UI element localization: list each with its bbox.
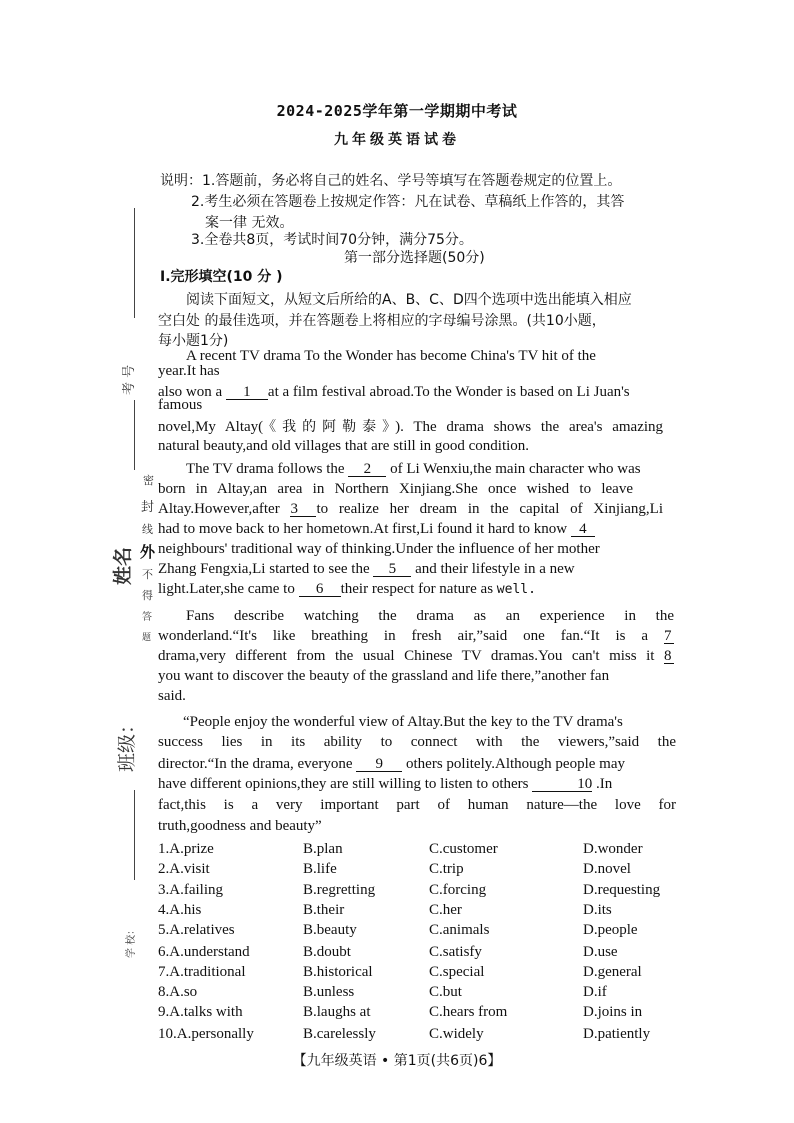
option-6-b: B.doubt [303,944,351,960]
direction-line-1: 阅读下面短文，从短文后所给的A、B、C、D四个选项中选出能填入相应 [186,292,632,308]
option-10-c: C.widely [429,1026,484,1042]
instruction-3: 3.全卷共8页，考试时间70分钟，满分75分。 [191,232,473,248]
blank-1: 1 [226,385,268,400]
option-5-c: C.animals [429,922,490,938]
p3-line-3: drama,very different from the usual Chinese TV dramas.You can't miss it 8 [158,648,674,665]
option-9-a: 9.A.talks with [158,1004,243,1020]
p4-line-2: success lies in its ability to connect with the viewers,”said the [158,734,676,750]
p3-line-4: you want to discover the beauty of the grassland and life there,”another fan [158,668,610,684]
option-2-d: D.novel [583,861,631,877]
instruction-2: 2.考生必须在答题卷上按规定作答：凡在试卷、草稿纸上作答的，其答 [191,194,625,210]
blank-3: 3 [290,502,316,517]
option-4-d: D.its [583,902,612,918]
p4-line-5: fact,this is a very important part of human nature—the love for [158,797,676,813]
option-4-c: C.her [429,902,462,918]
option-10-d: D.patiently [583,1026,651,1042]
blank-9: 9 [356,757,402,772]
school-label: 学 校： [126,924,137,958]
blank-6: 6 [299,582,341,597]
instruction-1: 说明：1.答题前，务必将自己的姓名、学号等填写在答题卷规定的位置上。 [160,173,622,189]
seal-char: 外 [140,543,156,561]
p1-line-4: famous [158,397,203,413]
p2-line-4: had to move back to her hometown.At first,Li found it hard to know 4 [158,521,595,538]
option-7-d: D.general [583,964,642,980]
seal-char: 不 [142,568,153,581]
seal-char: 密 [143,474,154,487]
p2-line-2: born in Altay,an area in Northern Xinjiang.She once wished to leave [158,481,633,497]
blank-8: 8 [664,649,674,664]
direction-line-2: 空白处 的最佳选项，并在答题卷上将相应的字母编号涂黑。(共10小题， [158,313,606,329]
option-5-a: 5.A.relatives [158,922,235,938]
option-10-b: B.carelessly [303,1026,376,1042]
option-6-c: C.satisfy [429,944,482,960]
option-5-b: B.beauty [303,922,357,938]
blank-10: 10 [532,777,592,792]
option-6-d: D.use [583,944,618,960]
seal-char: 封 [141,500,155,515]
option-6-a: 6.A.understand [158,944,250,960]
p2-line-1: The TV drama follows the 2 of Li Wenxiu,the main character who was [186,461,641,477]
option-1-a: 1.A.prize [158,841,214,857]
option-10-a: 10.A.personally [158,1026,254,1042]
option-5-d: D.people [583,922,638,938]
p3-line-5: said. [158,688,186,704]
p1-line-3: also won a 1 at a film festival abroad.To the Wonder is based on Li Juan's [158,384,630,400]
option-8-a: 8.A.so [158,984,198,1000]
exam-title: 2024-2025学年第一学期期中考试 [276,102,518,120]
instruction-2b: 案一律 无效。 [205,215,294,231]
binding-line-top [134,208,135,318]
binding-line-mid [134,400,135,470]
p4-line-1: “People enjoy the wonderful view of Altay.But the key to the TV drama's [183,714,623,730]
p1-line-1: A recent TV drama To the Wonder has become China's TV hit of the [186,348,596,364]
option-4-b: B.their [303,902,345,918]
part-heading: 第一部分选择题(50分) [344,250,485,266]
option-9-c: C.hears from [429,1004,508,1020]
seal-char: 线 [142,523,153,536]
seal-char: 答 [142,612,152,623]
blank-7: 7 [664,629,674,644]
page-footer: 【九年级英语 • 第1页(共6页)6】 [292,1053,502,1069]
option-1-d: D.wonder [583,841,643,857]
option-9-b: B.laughs at [303,1004,371,1020]
option-3-c: C.forcing [429,882,487,898]
option-3-d: D.requesting [583,882,661,898]
section-title: I.完形填空(10 分 ) [160,269,283,285]
p3-line-2: wonderland.“It's like breathing in fresh air,”said one fan.“It is a 7 [158,628,674,645]
option-2-b: B.life [303,861,337,877]
blank-5: 5 [373,562,411,577]
binding-line-low [134,790,135,880]
option-2-a: 2.A.visit [158,861,210,877]
option-8-b: B.unless [303,984,355,1000]
class-label: 班级： [116,714,138,772]
p1-line-2: year.It has [158,363,220,379]
name-label: 姓名 [112,546,134,585]
option-1-b: B.plan [303,841,343,857]
option-9-d: D.joins in [583,1004,643,1020]
option-7-b: B.historical [303,964,373,980]
exam-subtitle: 九年级英语试卷 [334,132,460,148]
blank-4: 4 [571,522,595,537]
blank-2: 2 [348,462,386,477]
p3-line-1: Fans describe watching the drama as an experience in the [186,608,674,624]
p2-line-6: Zhang Fengxia,Li started to see the 5 and their lifestyle in a new [158,561,575,577]
p4-line-6: truth,goodness and beauty” [158,818,322,834]
p2-line-5: neighbours' traditional way of thinking.Under the influence of her mother [158,541,600,557]
option-1-c: C.customer [429,841,498,857]
p2-line-7: light.Later,she came to 6 their respect for nature as well. [158,581,536,597]
p1-line-5: novel,My Altay(《我的阿勒泰》). The drama shows the area's amazing [158,419,664,435]
option-7-c: C.special [429,964,485,980]
option-8-d: D.if [583,984,607,1000]
option-3-a: 3.A.failing [158,882,223,898]
option-4-a: 4.A.his [158,902,202,918]
option-7-a: 7.A.traditional [158,964,246,980]
p1-line-6: natural beauty,and old villages that are still in good condition. [158,438,530,454]
p2-line-3: Altay.However,after 3 to realize her dream in the capital of Xinjiang,Li [158,501,664,517]
p4-line-4: have different opinions,they are still willing to listen to others 10 .In [158,776,613,792]
option-2-c: C.trip [429,861,464,877]
direction-line-3: 每小题1分) [158,333,229,349]
p4-line-3: director.“In the drama, everyone 9 others politely.Although people may [158,756,625,772]
exam-number-label: 考 号 [122,364,137,395]
option-8-c: C.but [429,984,462,1000]
option-3-b: B.regretting [303,882,376,898]
seal-char: 题 [142,633,152,643]
seal-char: 得 [142,589,153,602]
